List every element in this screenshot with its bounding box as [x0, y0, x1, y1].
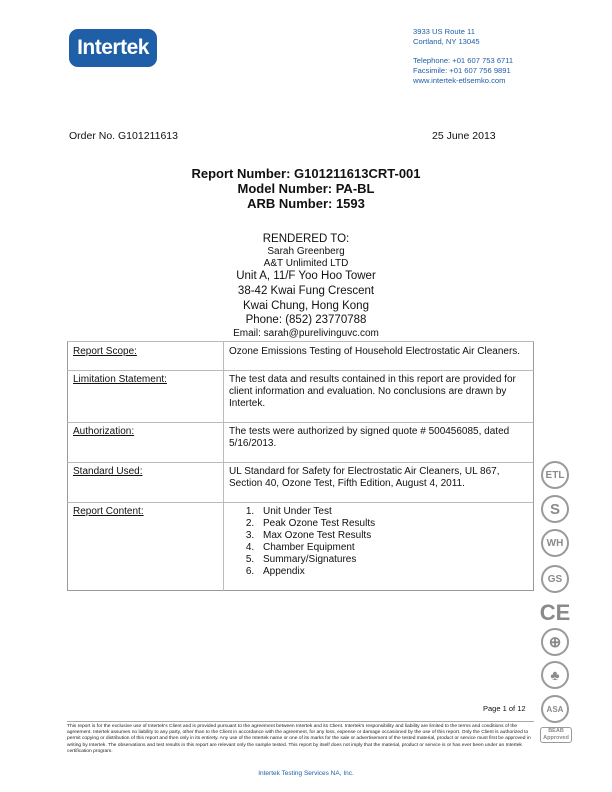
client-email[interactable]: Email: sarah@purelivinguvc.com — [233, 328, 379, 339]
tree-mark-icon: ♣ — [541, 661, 569, 689]
intertek-logo — [69, 29, 157, 67]
content-list — [229, 506, 528, 578]
table-row — [68, 342, 534, 371]
client-company: A&T Unlimited LTD — [263, 258, 349, 269]
etl-mark-icon: ETL — [541, 461, 569, 489]
authorization-label: Authorization: — [68, 423, 224, 463]
model-number: Model Number: PA-BL — [237, 181, 375, 196]
table-row — [68, 371, 534, 423]
client-phone: Phone: (852) 23770788 — [245, 314, 367, 326]
list-item: 1. Unit Under Test — [257, 506, 528, 518]
client-name: Sarah Greenberg — [267, 246, 345, 257]
list-item: 3. Max Ozone Test Results — [257, 530, 528, 542]
arb-number: ARB Number: 1593 — [247, 196, 365, 211]
content-value — [224, 503, 534, 591]
disclaimer-text: This report is for the exclusive use of Intertek's Client and is provided pursuant to the agreement between Intertek and its Client. Intertek's responsibility and liability are limited to the terms and conditions of the agreement. Intertek assumes no liability to any party, other than to the Client in accordance with the agreement, for any loss, expense or damage occasioned by the use of this report. Only the Client is authorized to permit copying or distribution of this report and then only in its entirety. Any use of the Intertek name or one of its marks for the sale or advertisement of the tested material, product or service must first be approved in writing by Intertek. The observations and test results in this report are relevant only the sample tested. This report by itself does not imply that the material, product or service is or has ever been under an Intertek certification program. — [67, 721, 534, 755]
standard-label: Standard Used: — [68, 463, 224, 503]
table-row — [68, 423, 534, 463]
address-line: 3933 US Route 11 — [413, 27, 475, 36]
table-row — [68, 463, 534, 503]
address-line: Cortland, NY 13045 — [413, 37, 480, 46]
report-info-table — [67, 341, 534, 591]
footer-company: Intertek Testing Services NA, Inc. — [258, 770, 354, 777]
address-line-2: 38-42 Kwai Fung Crescent — [237, 285, 375, 297]
order-date: 25 June 2013 — [432, 130, 496, 142]
globe-mark-icon: ⊕ — [541, 628, 569, 656]
order-number: Order No. G101211613 — [69, 130, 178, 142]
page-number: Page 1 of 12 — [483, 704, 526, 713]
s-mark-icon: S — [541, 495, 569, 523]
ce-mark-icon: CE — [539, 600, 571, 625]
asa-mark-icon: ASA — [541, 695, 569, 723]
rendered-to-heading: RENDERED TO: — [262, 233, 350, 245]
facsimile-line: Facsimile: +01 607 756 9891 — [413, 66, 511, 75]
logo-text: Intertek — [77, 36, 149, 59]
list-item: 5. Summary/Signatures — [257, 554, 528, 566]
website-link[interactable]: www.intertek-etlsemko.com — [413, 76, 506, 85]
beab-mark-icon: BEAB Approved — [540, 727, 572, 743]
authorization-value: The tests were authorized by signed quote # 500456085, dated 5/16/2013. — [224, 423, 534, 463]
scope-label: Report Scope: — [68, 342, 224, 371]
address-line-3: Kwai Chung, Hong Kong — [243, 300, 369, 312]
standard-value: UL Standard for Safety for Electrostatic Air Cleaners, UL 867, Section 40, Ozone Test, Fifth Edition, August 4, 2011. — [224, 463, 534, 503]
list-item: 2. Peak Ozone Test Results — [257, 518, 528, 530]
list-item: 6. Appendix — [257, 566, 528, 578]
limitation-value: The test data and results contained in this report are provided for client information and evaluation. No conclusions are drawn by Intertek. — [224, 371, 534, 423]
scope-value: Ozone Emissions Testing of Household Electrostatic Air Cleaners. — [224, 342, 534, 371]
limitation-label: Limitation Statement: — [68, 371, 224, 423]
wh-mark-icon: WH — [541, 529, 569, 557]
gs-mark-icon: GS — [541, 565, 569, 593]
table-row — [68, 503, 534, 591]
report-number: Report Number: G101211613CRT-001 — [191, 166, 421, 181]
address-line-1: Unit A, 11/F Yoo Hoo Tower — [236, 270, 376, 282]
list-item: 4. Chamber Equipment — [257, 542, 528, 554]
content-label: Report Content: — [68, 503, 224, 591]
telephone-line: Telephone: +01 607 753 6711 — [413, 56, 514, 65]
